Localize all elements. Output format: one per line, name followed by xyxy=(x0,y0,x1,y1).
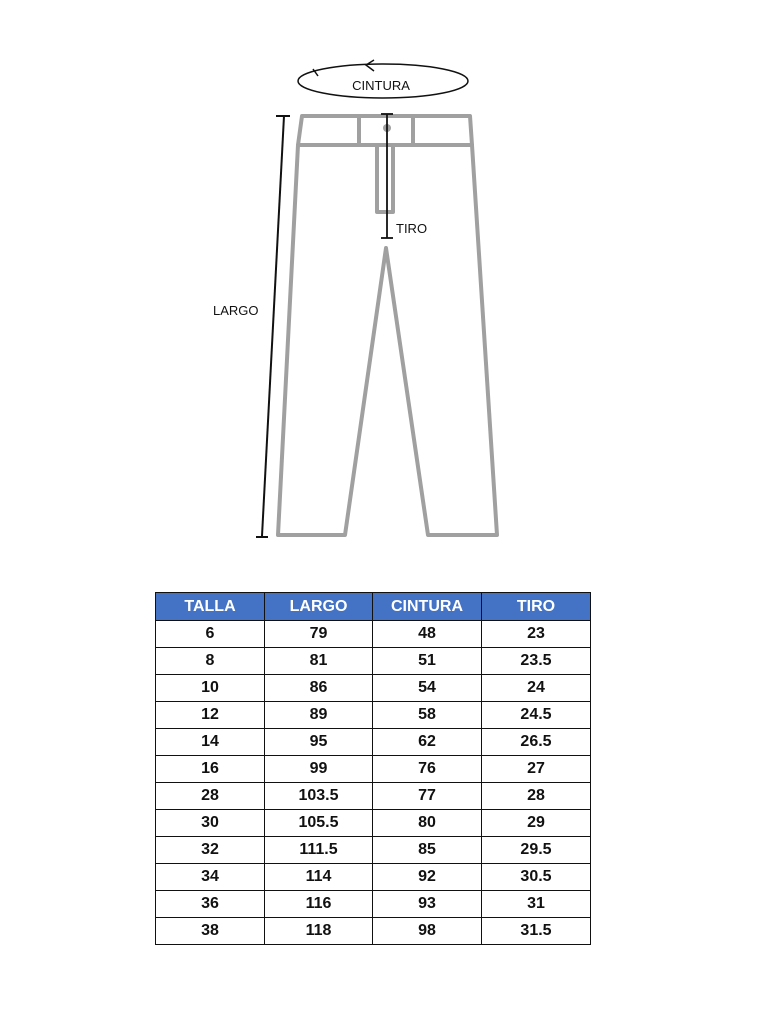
table-row xyxy=(156,648,591,675)
cell-talla: 38 xyxy=(156,918,265,945)
cell-largo: 118 xyxy=(265,918,373,945)
cell-cintura: 77 xyxy=(373,783,482,810)
cell-cintura: 98 xyxy=(373,918,482,945)
cell-tiro: 23 xyxy=(482,621,591,648)
cell-talla: 36 xyxy=(156,891,265,918)
cell-largo: 111.5 xyxy=(265,837,373,864)
cell-talla: 8 xyxy=(156,648,265,675)
cell-tiro: 24 xyxy=(482,675,591,702)
table-header-row xyxy=(156,593,591,621)
cell-tiro: 31.5 xyxy=(482,918,591,945)
cell-cintura: 62 xyxy=(373,729,482,756)
cell-cintura: 92 xyxy=(373,864,482,891)
cell-talla: 16 xyxy=(156,756,265,783)
cell-largo: 89 xyxy=(265,702,373,729)
cell-talla: 10 xyxy=(156,675,265,702)
cell-cintura: 51 xyxy=(373,648,482,675)
table-row xyxy=(156,837,591,864)
table-row xyxy=(156,729,591,756)
cell-largo: 81 xyxy=(265,648,373,675)
header-largo: LARGO xyxy=(265,593,373,621)
cell-largo: 103.5 xyxy=(265,783,373,810)
cell-cintura: 80 xyxy=(373,810,482,837)
cell-tiro: 28 xyxy=(482,783,591,810)
cell-largo: 86 xyxy=(265,675,373,702)
cell-tiro: 23.5 xyxy=(482,648,591,675)
cell-tiro: 31 xyxy=(482,891,591,918)
cell-talla: 30 xyxy=(156,810,265,837)
cell-talla: 14 xyxy=(156,729,265,756)
header-tiro: TIRO xyxy=(482,593,591,621)
size-table xyxy=(155,592,591,945)
table-row xyxy=(156,756,591,783)
cell-talla: 28 xyxy=(156,783,265,810)
waist-label: CINTURA xyxy=(352,78,410,93)
cell-tiro: 24.5 xyxy=(482,702,591,729)
length-label: LARGO xyxy=(213,303,259,318)
cell-cintura: 76 xyxy=(373,756,482,783)
cell-talla: 6 xyxy=(156,621,265,648)
cell-talla: 32 xyxy=(156,837,265,864)
cell-cintura: 58 xyxy=(373,702,482,729)
cell-tiro: 30.5 xyxy=(482,864,591,891)
cell-cintura: 85 xyxy=(373,837,482,864)
table-row xyxy=(156,675,591,702)
table-row xyxy=(156,918,591,945)
table-row xyxy=(156,702,591,729)
cell-largo: 114 xyxy=(265,864,373,891)
cell-cintura: 54 xyxy=(373,675,482,702)
header-cintura: CINTURA xyxy=(373,593,482,621)
cell-tiro: 27 xyxy=(482,756,591,783)
cell-largo: 116 xyxy=(265,891,373,918)
table-row xyxy=(156,810,591,837)
table-row xyxy=(156,783,591,810)
cell-largo: 99 xyxy=(265,756,373,783)
header-talla: TALLA xyxy=(156,593,265,621)
cell-tiro: 26.5 xyxy=(482,729,591,756)
cell-largo: 105.5 xyxy=(265,810,373,837)
cell-largo: 79 xyxy=(265,621,373,648)
table-row xyxy=(156,864,591,891)
cell-largo: 95 xyxy=(265,729,373,756)
cell-cintura: 93 xyxy=(373,891,482,918)
cell-talla: 12 xyxy=(156,702,265,729)
table-row xyxy=(156,621,591,648)
length-measure-line xyxy=(256,116,290,537)
cell-cintura: 48 xyxy=(373,621,482,648)
cell-talla: 34 xyxy=(156,864,265,891)
rise-label: TIRO xyxy=(396,221,428,236)
cell-tiro: 29 xyxy=(482,810,591,837)
cell-tiro: 29.5 xyxy=(482,837,591,864)
table-row xyxy=(156,891,591,918)
